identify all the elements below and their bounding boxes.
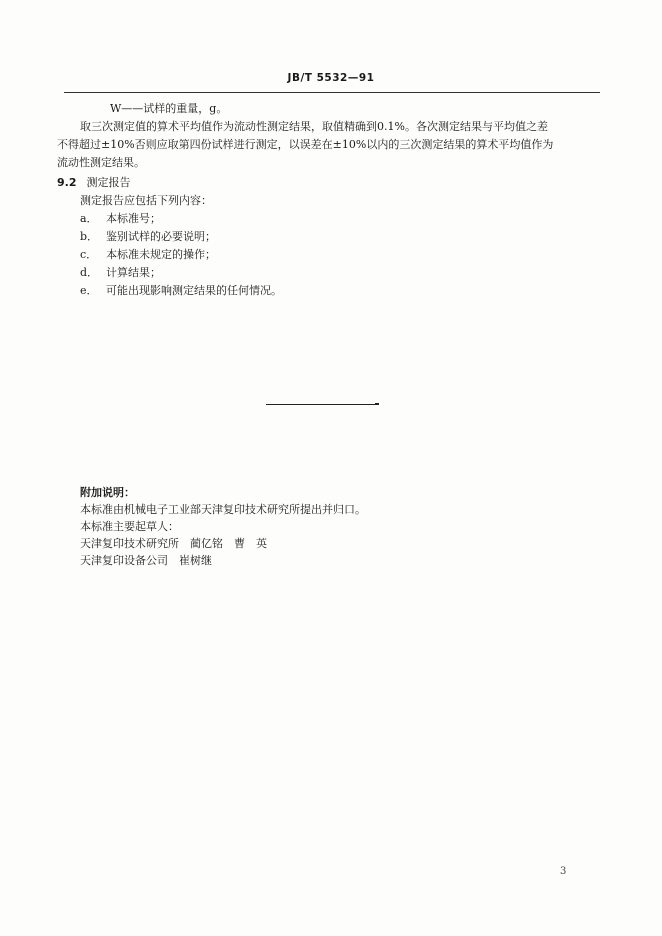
paragraph-line-3: 流动性测定结果。 (57, 156, 145, 169)
end-of-text-rule-tail (375, 403, 379, 405)
list-item-letter: e． (80, 284, 98, 297)
list-item-text: 本标准未规定的操作； (106, 248, 216, 261)
w-definition: W——试样的重量，g。 (110, 102, 228, 115)
list-item-text: 本标准号； (106, 212, 161, 225)
list-item-letter: a． (80, 212, 98, 225)
report-intro: 测定报告应包括下列内容： (80, 194, 212, 207)
paragraph-line-2: 不得超过±10%否则应取第四份试样进行测定，以误差在±10%以内的三次测定结果的算术平均值作为 (57, 138, 554, 151)
header-divider (64, 92, 600, 93)
list-item-letter: c． (80, 248, 98, 261)
addendum-line-3: 天津复印技术研究所 蔺亿铭 曹 英 (80, 537, 267, 550)
end-of-text-rule (266, 404, 378, 405)
paragraph-line-1: 取三次测定值的算术平均值作为流动性测定结果，取值精确到0.1%。各次测定结果与平均值之差 (80, 120, 548, 133)
addendum-line-1: 本标准由机械电子工业部天津复印技术研究所提出并归口。 (80, 503, 366, 516)
page-number: 3 (560, 866, 567, 877)
list-item (80, 246, 216, 264)
addendum-line-2: 本标准主要起草人： (80, 520, 179, 533)
list-item-letter: b． (80, 230, 99, 243)
section-heading (57, 174, 131, 192)
addendum-line-4: 天津复印设备公司 崔树继 (80, 554, 212, 567)
list-item (80, 264, 161, 282)
section-title: 测定报告 (86, 176, 131, 189)
list-item-text: 可能出现影响测定结果的任何情况。 (106, 284, 282, 297)
list-item (80, 210, 161, 228)
standard-code-header: JB/T 5532—91 (287, 72, 375, 84)
section-number: 9.2 (57, 176, 77, 189)
list-item (80, 228, 216, 246)
addendum-title: 附加说明： (80, 486, 135, 499)
list-item-text: 计算结果； (106, 266, 161, 279)
list-item (80, 282, 282, 300)
list-item-text: 鉴别试样的必要说明； (106, 230, 216, 243)
list-item-letter: d． (80, 266, 99, 279)
